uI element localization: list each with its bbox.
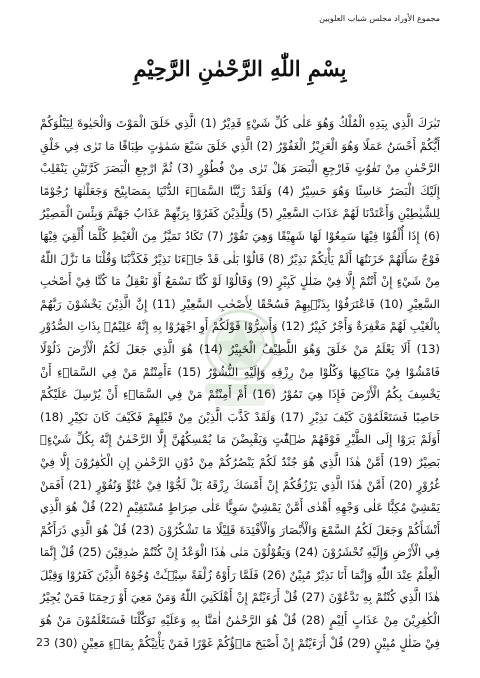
basmala-heading: بِسْمِ اللّٰهِ الرَّحْمٰنِ الرَّحِيْمِ bbox=[133, 56, 347, 81]
page-header: مجموع الأوراد مجلس شباب العلويين bbox=[319, 14, 440, 23]
surah-verses-text: تَبٰرَكَ الَّذِي بِيَدِهِ الْمُلْكُ وَهُوَ عَلٰى كُلِّ شَيْءٍ قَدِيْرٌ (1) الَّذِي خَلَقَ الْمَوْتَ وَالْحَيٰوةَ لِيَبْلُوَكُمْ أَيُّكُمْ أَحْسَنُ عَمَلًا وَهُوَ الْعَزِيْزُ الْغَفُوْرُ (2) الَّذِي خَلَقَ سَبْعَ سَمٰوٰتٍ طِبَاقًا مَا تَرٰى فِي خَلْقِ الرَّحْمٰنِ مِنْ تَفٰوُتٍ فَارْجِعِ الْبَصَرَ هَلْ تَرٰى مِنْ فُطُوْرٍ (3) ثُمَّ ارْجِعِ الْبَصَرَ كَرَّتَيْنِ يَنْقَلِبْ إِلَيْكَ الْبَصَرُ خَاسِئًا وَهُوَ حَسِيْرٌ (4) وَلَقَدْ زَيَّنَّا السَّمَاۤءَ الدُّنْيَا بِمَصَابِيْحَ وَجَعَلْنٰهَا رُجُوْمًا لِلشَّيٰطِيْنِ وَأَعْتَدْنَا لَهُمْ عَذَابَ السَّعِيْرِ (5) وَلِلَّذِيْنَ كَفَرُوْا بِرَبِّهِمْ عَذَابُ جَهَنَّمَ وَبِئْسَ الْمَصِيْرُ (6) إِذَا أُلْقُوْا فِيْهَا سَمِعُوْا لَهَا شَهِيْقًا وَهِيَ تَفُوْرُ (7) تَكَادُ تَمَيَّزُ مِنَ الْغَيْظِ كُلَّمَا أُلْقِيَ فِيْهَا فَوْجٌ سَأَلَهُمْ خَزَنَتُهَا أَلَمْ يَأْتِكُمْ نَذِيْرٌ (8) قَالُوْا بَلٰى قَدْ جَاۤءَنَا نَذِيْرٌ فَكَذَّبْنَا وَقُلْنَا مَا نَزَّلَ اللّٰهُ مِنْ شَيْءٍ إِنْ أَنْتُمْ إِلَّا فِيْ ضَلٰلٍ كَبِيْرٍ (9) وَقَالُوْا لَوْ كُنَّا نَسْمَعُ أَوْ نَعْقِلُ مَا كُنَّا فِيْ أَصْحٰبِ السَّعِيْرِ (10) فَاعْتَرَفُوْا بِذَنْۢبِهِمْ فَسُحْقًا لِأَصْحٰبِ السَّعِيْرِ (11) إِنَّ الَّذِيْنَ يَخْشَوْنَ رَبَّهُمْ بِالْغَيْبِ لَهُمْ مَغْفِرَةٌ وَأَجْرٌ كَبِيْرٌ (12) وَأَسِرُّوْا قَوْلَكُمْ أَوِ اجْهَرُوْا بِهِ إِنَّهُ عَلِيْمٌۢ بِذَاتِ الصُّدُوْرِ (13) أَلَا يَعْلَمُ مَنْ خَلَقَ وَهُوَ اللَّطِيْفُ الْخَبِيْرُ (14) هُوَ الَّذِي جَعَلَ لَكُمُ الْأَرْضَ ذَلُوْلًا فَامْشُوْا فِيْ مَنَاكِبِهَا وَكُلُوْا مِنْ رِزْقِهِ وَإِلَيْهِ النُّشُوْرُ (15) ءَأَمِنْتُمْ مَنْ فِي السَّمَاۤءِ أَنْ يَخْسِفَ بِكُمُ الْأَرْضَ فَإِذَا هِيَ تَمُوْرُ (16) أَمْ أَمِنْتُمْ مَنْ فِي السَّمَاۤءِ أَنْ يُرْسِلَ عَلَيْكُمْ حَاصِبًا فَسَتَعْلَمُوْنَ كَيْفَ نَذِيْرِ (17) وَلَقَدْ كَذَّبَ الَّذِيْنَ مِنْ قَبْلِهِمْ فَكَيْفَ كَانَ نَكِيْرِ (18) أَوَلَمْ يَرَوْا إِلَى الطَّيْرِ فَوْقَهُمْ صٰۤفّٰتٍ وَيَقْبِضْنَ مَا يُمْسِكُهُنَّ إِلَّا الرَّحْمٰنُ إِنَّهُ بِكُلِّ شَيْءٍۢ بَصِيْرٌ (19) أَمَّنْ هٰذَا الَّذِي هُوَ جُنْدٌ لَكُمْ يَنْصُرُكُمْ مِنْ دُوْنِ الرَّحْمٰنِ إِنِ الْكٰفِرُوْنَ إِلَّا فِيْ غُرُوْرٍ (20) أَمَّنْ هٰذَا الَّذِي يَرْزُقُكُمْ إِنْ أَمْسَكَ رِزْقَهُ بَلْ لَجُّوْا فِيْ عُتُوٍّ وَنُفُوْرٍ (21) أَفَمَنْ يَمْشِيْ مُكِبًّا عَلٰى وَجْهِهِ أَهْدٰى أَمَّنْ يَمْشِيْ سَوِيًّا عَلٰى صِرَاطٍ مُسْتَقِيْمٍ (22) قُلْ هُوَ الَّذِي أَنْشَأَكُمْ وَجَعَلَ لَكُمُ السَّمْعَ وَالْأَبْصَارَ وَالْأَفْئِدَةَ قَلِيْلًا مَا تَشْكُرُوْنَ (23) قُلْ هُوَ الَّذِي ذَرَأَكُمْ فِي الْأَرْضِ وَإِلَيْهِ تُحْشَرُوْنَ (24) وَيَقُوْلُوْنَ مَتٰى هٰذَا الْوَعْدُ إِنْ كُنْتُمْ صٰدِقِيْنَ (25) قُلْ إِنَّمَا الْعِلْمُ عِنْدَ اللّٰهِ وَإِنَّمَا أَنَا نَذِيْرٌ مُبِيْنٌ (26) فَلَمَّا رَأَوْهُ زُلْفَةً سِيْۤـَٔتْ وُجُوْهُ الَّذِيْنَ كَفَرُوْا وَقِيْلَ هٰذَا الَّذِي كُنْتُمْ بِهِ تَدَّعُوْنَ (27) قُلْ أَرَءَيْتُمْ إِنْ أَهْلَكَنِيَ اللّٰهُ وَمَنْ مَعِيَ أَوْ رَحِمَنَا فَمَنْ يُجِيْرُ الْكٰفِرِيْنَ مِنْ عَذَابٍ أَلِيْمٍ (28) قُلْ هُوَ الرَّحْمٰنُ اٰمَنَّا بِهِ وَعَلَيْهِ تَوَكَّلْنَا فَسَتَعْلَمُوْنَ مَنْ هُوَ فِيْ ضَلٰلٍ مُبِيْنٍ (29) قُلْ أَرَءَيْتُمْ إِنْ أَصْبَحَ مَاۤؤُكُمْ غَوْرًا فَمَنْ يَأْتِيْكُمْ بِمَاۤءٍ مَعِيْنٍ (30) bbox=[40, 116, 441, 650]
page-number: 23 bbox=[36, 636, 50, 649]
